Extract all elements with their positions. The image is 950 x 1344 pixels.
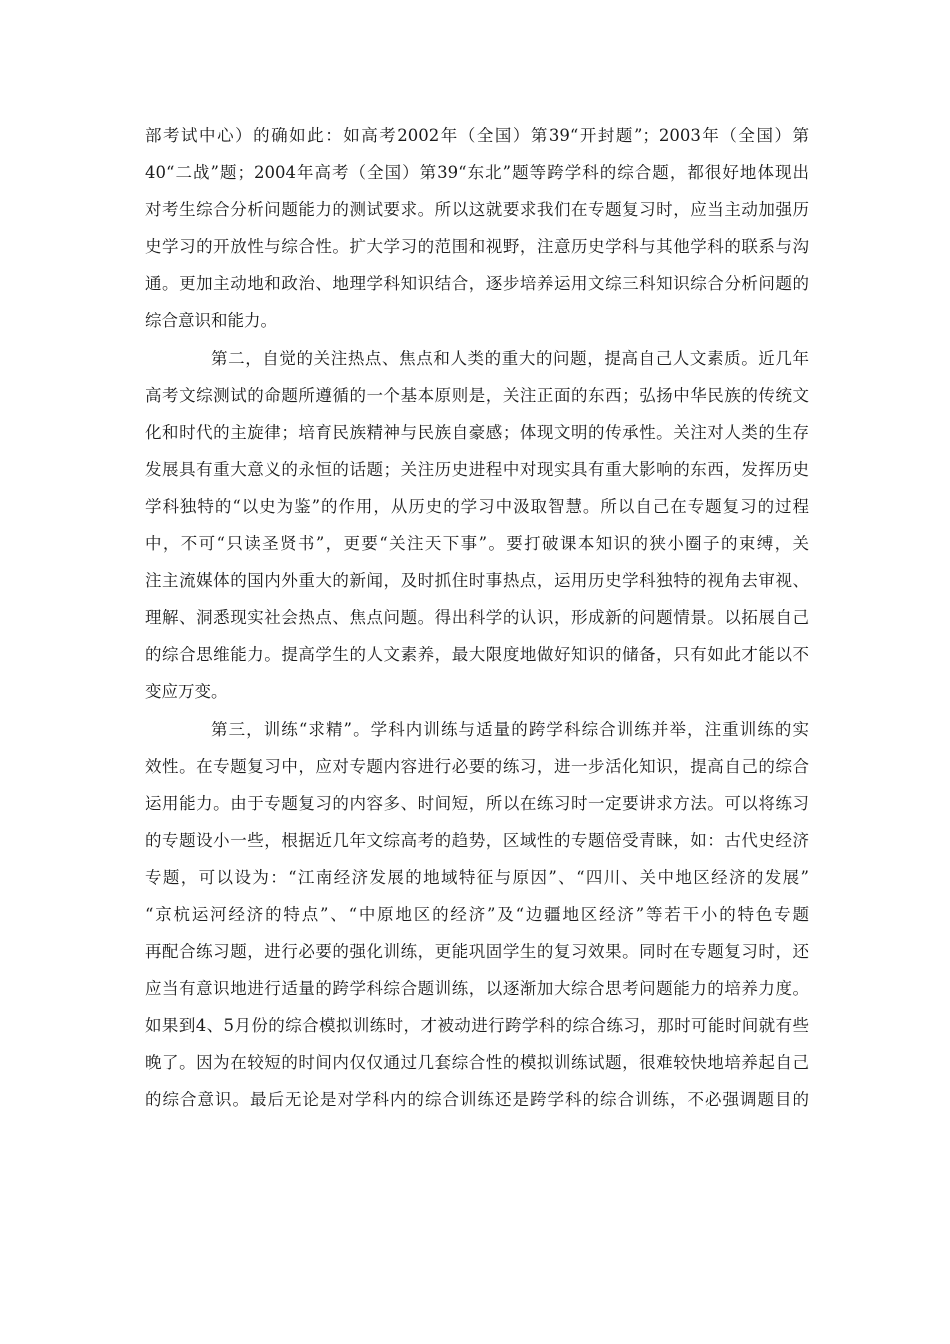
text-line: 理解、洞悉现实社会热点、焦点问题。得出科学的认识，形成新的问题情景。以拓展自己: [145, 608, 809, 628]
text-line: 部考试中心）的确如此：如高考2002年（全国）第39“开封题”；2003年（全国）第: [145, 126, 809, 145]
text-line: 应当有意识地进行适量的跨学科综合题训练，以逐渐加大综合思考问题能力的培养力度。: [145, 979, 809, 999]
text-line: 效性。在专题复习中，应对专题内容进行必要的练习，进一步活化知识，提高自己的综合: [145, 756, 809, 776]
text-line: 史学习的开放性与综合性。扩大学习的范围和视野，注意历史学科与其他学科的联系与沟: [145, 237, 809, 257]
text-line: 的综合意识。最后无论是对学科内的综合训练还是跨学科的综合训练，不必强调题目的: [145, 1090, 809, 1110]
text-line: “京杭运河经济的特点”、“中原地区的经济”及“边疆地区经济”等若干小的特色专题: [145, 904, 809, 924]
text-line: 第二，自觉的关注热点、焦点和人类的重大的问题，提高自己人文素质。近几年: [211, 348, 809, 368]
text-line: 中，不可“只读圣贤书”，更要“关注天下事”。要打破课本知识的狭小圈子的束缚，关: [145, 534, 809, 554]
text-line: 注主流媒体的国内外重大的新闻，及时抓住时事热点，运用历史学科独特的视角去审视、: [145, 571, 809, 591]
text-line: 如果到4、5月份的综合模拟训练时，才被动进行跨学科的综合练习，那时可能时间就有些: [145, 1016, 809, 1036]
text-line: 的综合思维能力。提高学生的人文素养，最大限度地做好知识的储备，只有如此才能以不: [145, 645, 809, 665]
text-line: 专题，可以设为：“江南经济发展的地域特征与原因”、“四川、关中地区经济的发展”: [145, 867, 809, 887]
text-line: 通。更加主动地和政治、地理学科知识结合，逐步培养运用文综三科知识综合分析问题的: [145, 274, 809, 294]
text-line: 晚了。因为在较短的时间内仅仅通过几套综合性的模拟训练试题，很难较快地培养起自己: [145, 1053, 809, 1073]
text-line: 40“二战”题；2004年高考（全国）第39“东北”题等跨学科的综合题，都很好地体现出: [145, 163, 809, 183]
text-line: 化和时代的主旋律；培育民族精神与民族自豪感；体现文明的传承性。关注对人类的生存: [145, 422, 809, 442]
text-line: 发展具有重大意义的永恒的话题；关注历史进程中对现实具有重大影响的东西，发挥历史: [145, 459, 809, 479]
text-line: 运用能力。由于专题复习的内容多、时间短，所以在练习时一定要讲求方法。可以将练习: [145, 793, 809, 813]
text-line: 综合意识和能力。: [145, 311, 277, 331]
text-line: 变应万变。: [145, 682, 228, 702]
text-line: 对考生综合分析问题能力的测试要求。所以这就要求我们在专题复习时，应当主动加强历: [145, 200, 809, 220]
text-line: 再配合练习题，进行必要的强化训练，更能巩固学生的复习效果。同时在专题复习时，还: [145, 942, 809, 962]
text-line: 的专题设小一些，根据近几年文综高考的趋势，区域性的专题倍受青睐，如：古代史经济: [145, 830, 809, 850]
text-line: 学科独特的“以史为鉴”的作用，从历史的学习中汲取智慧。所以自己在专题复习的过程: [145, 496, 809, 516]
document-body: [145, 117, 809, 1119]
text-line: 高考文综测试的命题所遵循的一个基本原则是，关注正面的东西；弘扬中华民族的传统文: [145, 385, 809, 405]
text-line: 第三，训练“求精”。学科内训练与适量的跨学科综合训练并举，注重训练的实: [211, 719, 809, 739]
